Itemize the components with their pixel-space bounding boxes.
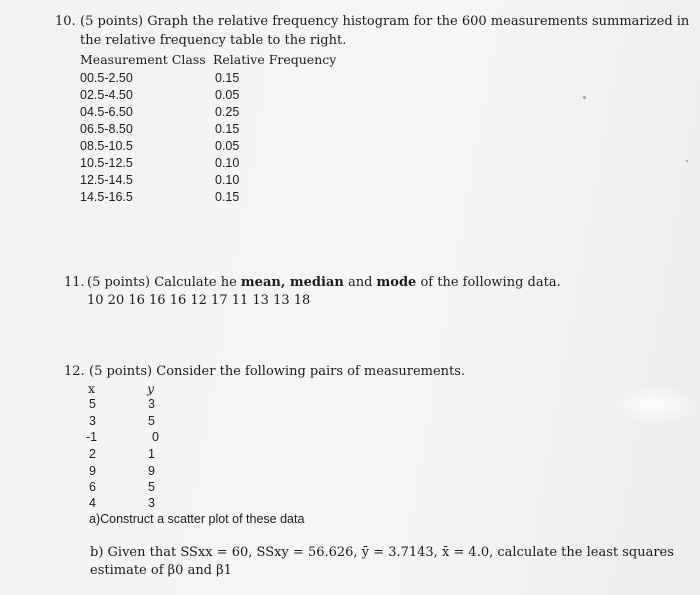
q10-prompt-line1: (5 points) Graph the relative frequency histogram for the 600 measurements summarized in <box>80 14 690 29</box>
q12-part-b-line2: estimate of β0 and β1 <box>90 563 232 578</box>
q11-number: 11. <box>64 275 85 290</box>
pair-x: 9 <box>89 464 96 478</box>
table-cell-class: 14.5-16.5 <box>80 190 133 204</box>
pair-y: 9 <box>148 464 155 478</box>
q12-part-b-line1: b) Given that SSxx = 60, SSxy = 56.626, ȳ = 3.7143, x̄ = 4.0, calculate the least squares <box>90 545 674 560</box>
pair-y: 3 <box>148 397 155 411</box>
q10-prompt-line2: the relative frequency table to the right. <box>80 33 347 48</box>
pair-x: -1 <box>86 430 98 444</box>
light-glare <box>610 385 700 425</box>
table-cell-class: 04.5-6.50 <box>80 105 133 119</box>
pair-y: 5 <box>148 480 155 494</box>
pairs-header-y: y <box>147 381 155 396</box>
pair-x: 6 <box>89 480 96 494</box>
table-cell-frequency: 0.10 <box>215 156 240 170</box>
pair-y: 1 <box>148 447 155 461</box>
q12-part-a: a)Construct a scatter plot of these data <box>89 512 305 526</box>
pair-y: 0 <box>152 430 159 444</box>
q11-prompt-text: of the following data. <box>416 275 561 290</box>
q10-number: 10. <box>55 14 76 29</box>
q11-bold-mode: mode <box>376 275 417 290</box>
table-cell-frequency: 0.15 <box>215 71 240 85</box>
pair-x: 4 <box>89 496 96 510</box>
table-cell-class: 10.5-12.5 <box>80 156 133 170</box>
speck-mark <box>583 96 586 99</box>
pair-x: 2 <box>89 447 96 461</box>
table-cell-frequency: 0.05 <box>215 139 240 153</box>
table-header-frequency: Relative Frequency <box>213 52 337 67</box>
q11-prompt-text: (5 points) Calculate he <box>87 275 241 290</box>
table-cell-class: 12.5-14.5 <box>80 173 133 187</box>
table-cell-class: 00.5-2.50 <box>80 71 133 85</box>
table-cell-class: 02.5-4.50 <box>80 88 133 102</box>
q11-prompt-text: and <box>343 275 377 290</box>
table-cell-frequency: 0.15 <box>215 190 240 204</box>
pair-x: 5 <box>89 397 96 411</box>
q11-data: 10 20 16 16 16 12 17 11 13 13 18 <box>87 293 311 308</box>
table-cell-frequency: 0.15 <box>215 122 240 136</box>
q11-bold-mean-median: mean, median <box>240 275 344 290</box>
q12-prompt: (5 points) Consider the following pairs of measurements. <box>89 364 466 379</box>
q11-prompt <box>87 274 561 291</box>
table-cell-frequency: 0.05 <box>215 88 240 102</box>
pair-x: 3 <box>89 414 96 428</box>
table-cell-frequency: 0.25 <box>215 105 240 119</box>
pairs-header-x: x <box>88 381 96 396</box>
table-cell-class: 08.5-10.5 <box>80 139 133 153</box>
pair-y: 3 <box>148 496 155 510</box>
table-header-class: Measurement Class <box>80 52 206 67</box>
table-cell-frequency: 0.10 <box>215 173 240 187</box>
speck-mark <box>686 160 688 162</box>
table-cell-class: 06.5-8.50 <box>80 122 133 136</box>
pair-y: 5 <box>148 414 155 428</box>
q12-number: 12. <box>64 364 85 379</box>
